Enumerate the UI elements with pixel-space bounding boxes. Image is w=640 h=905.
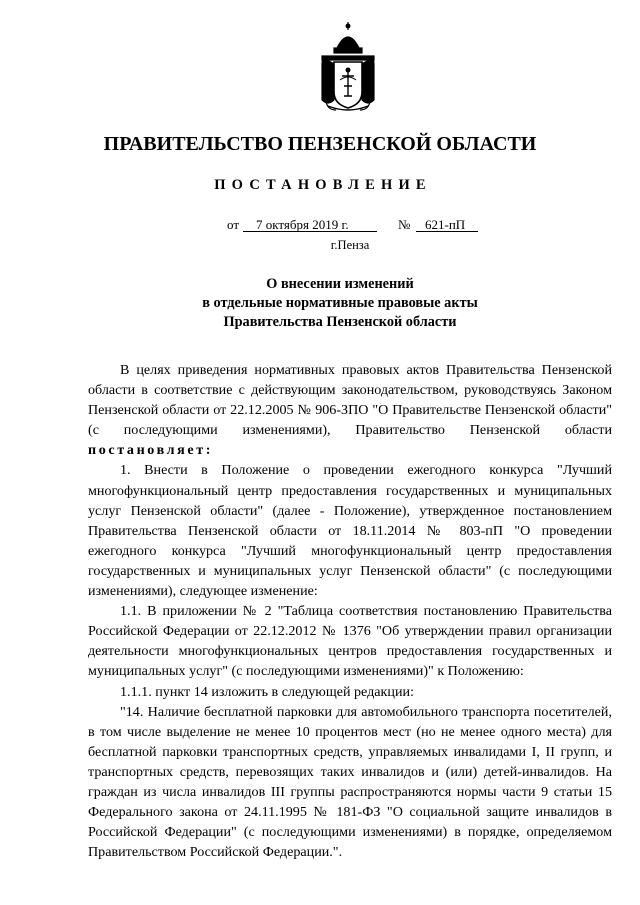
item-1-1-1-paragraph: 1.1.1. пункт 14 изложить в следующей редакции: [120,683,414,700]
number-prefix: № [398,217,411,232]
preamble-paragraph [88,360,612,460]
document-date: 7 октября 2019 г. [256,217,349,232]
government-title: ПРАВИТЕЛЬСТВО ПЕНЗЕНСКОЙ ОБЛАСТИ [103,133,537,155]
subject-line-1: О внесении изменений [266,276,414,292]
resolves-keyword: постановляет: [88,442,214,459]
coat-of-arms-emblem [318,20,378,114]
document-body [88,360,612,862]
document-subject [0,275,640,332]
item-1-1-paragraph: 1.1. В приложении № 2 "Таблица соответствия постановлению Правительства Российской Федерации от 22.12.2012 № 1376 "Об утверждении правил организации деятельности многофункциональных центров предоставления государственных и муниципальных услуг" (с последующими изменениями)" к Положению: [88,603,612,680]
date-prefix: от [227,217,240,232]
date-number-line [0,217,640,233]
document-type: ПОСТАНОВЛЕНИЕ [214,177,432,193]
subject-line-2: в отдельные нормативные правовые акты [202,295,478,311]
city: г.Пенза [330,238,370,252]
subject-line-3: Правительства Пензенской области [223,314,457,330]
preamble-text: В целях приведения нормативных правовых актов Правительства Пензенской области в соответствие с действующим законодательством, руководствуясь Законом Пензенской области от 22.12.2005 № 906-ЗПО "О Правительстве Пензенской области" (с последующими изменениями), Правительство Пензенской области [88,362,612,439]
point-14-paragraph: "14. Наличие бесплатной парковки для автомобильного транспорта посетителей, в том числе выделение не менее 10 процентов мест (но не менее одного места) для бесплатной парковки транспортных средств, управляемых инвалидами I, II групп, и транспортных средств, перевозящих таких инвалидов и (или) детей-инвалидов. На граждан из числа инвалидов III группы распространяются нормы части 9 статьи 15 Федерального закона от 24.11.1995 № 181-ФЗ "О социальной защите инвалидов в Российской Федерации" (с последующими изменениями) в порядке, определяемом Правительством Российской Федерации.". [88,703,612,861]
document-number: 621-пП [425,217,466,232]
item-1-paragraph: 1. Внести в Положение о проведении ежегодного конкурса "Лучший многофункциональный центр предоставления государственных и муниципальных услуг Пензенской области" (далее - Положение), утвержденное постановлением Правительства Пензенской области от 18.11.2014 № 803-пП "О проведении ежегодного конкурса "Лучший многофункциональный центр предоставления государственных и муниципальных услуг Пензенской области" (с последующими изменениями), следующее изменение: [88,462,612,600]
